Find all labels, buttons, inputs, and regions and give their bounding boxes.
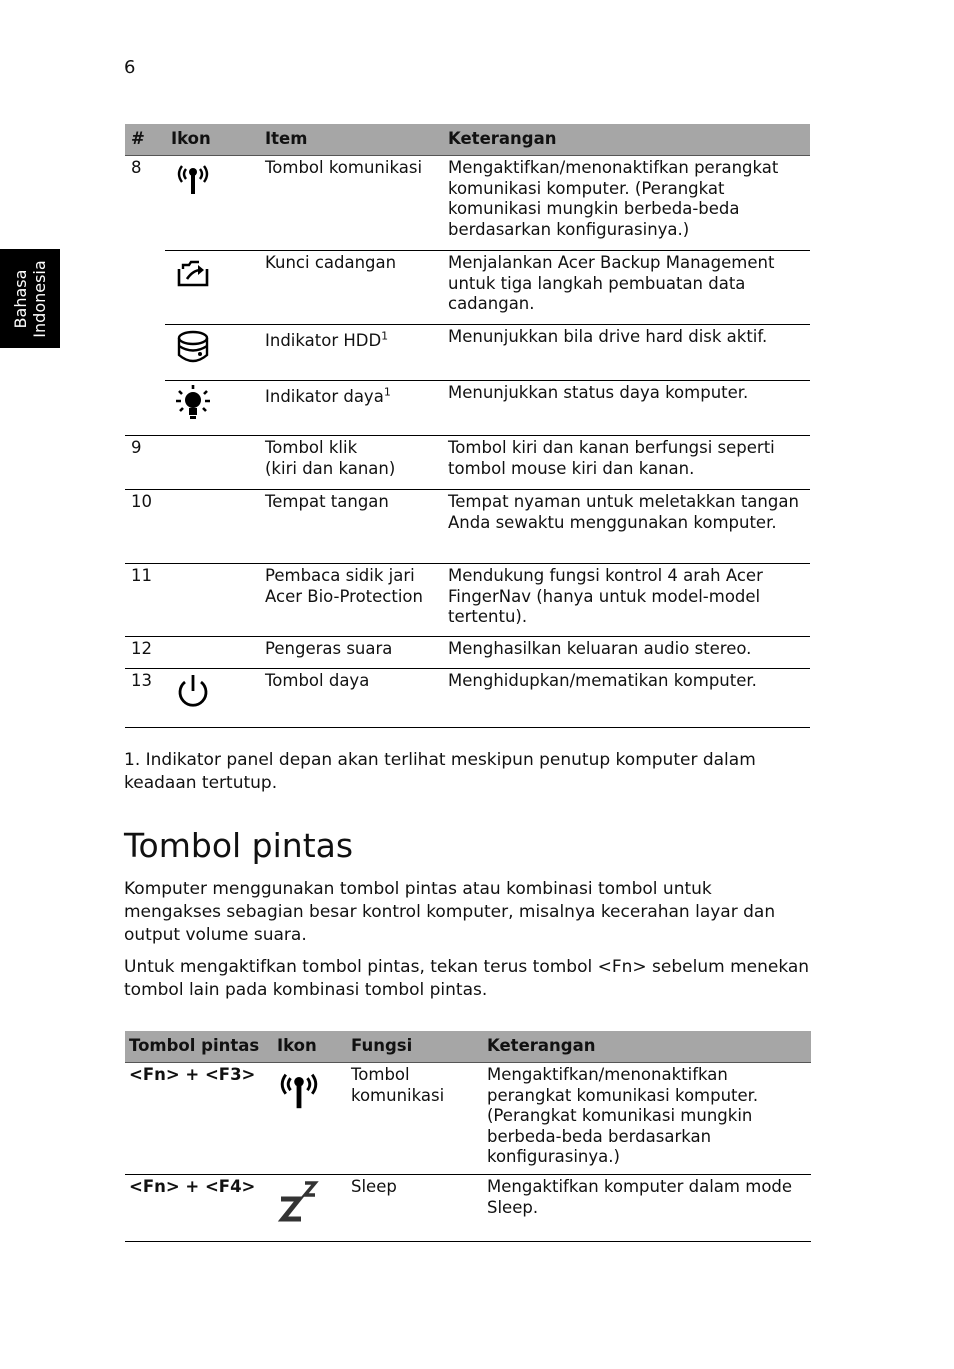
- row-num: 11: [125, 564, 165, 637]
- power-button-icon: [173, 671, 213, 711]
- footnote-ref: 1: [381, 329, 389, 343]
- row-num: 8: [125, 156, 165, 436]
- components-table: [125, 124, 810, 728]
- row-item: Tombol daya: [259, 669, 442, 728]
- row-desc: Mengaktifkan/menonaktifkan perangkat komunikasi komputer. (Perangkat komunikasi mungkin berbeda-beda berdasarkan konfigurasinya.): [481, 1063, 811, 1175]
- hotkey: <Fn> + <F4>: [125, 1175, 271, 1242]
- wireless-icon: [173, 158, 213, 198]
- row-icon-cell: [165, 564, 259, 637]
- table-row: [125, 251, 810, 325]
- row-icon-cell: [165, 637, 259, 669]
- table-row: [125, 325, 810, 381]
- row-num: 13: [125, 669, 165, 728]
- row-num: 12: [125, 637, 165, 669]
- row-icon-cell: [165, 381, 259, 436]
- row-desc: Tempat nyaman untuk meletakkan tangan Anda sewaktu menggunakan komputer.: [442, 490, 810, 564]
- section-title: Tombol pintas: [124, 826, 354, 865]
- row-desc: Mengaktifkan komputer dalam mode Sleep.: [481, 1175, 811, 1242]
- hotkeys-table: [125, 1031, 811, 1242]
- header-desc: Keterangan: [442, 124, 810, 156]
- row-desc: Menjalankan Acer Backup Management untuk tiga langkah pembuatan data cadangan.: [442, 251, 810, 325]
- side-tab-line1: Bahasa: [11, 269, 30, 328]
- table-row: [125, 1175, 811, 1242]
- backup-icon: [173, 253, 213, 293]
- wireless-icon: [273, 1065, 325, 1113]
- page-number: 6: [124, 57, 136, 78]
- header-function: Fungsi: [345, 1031, 481, 1063]
- table-row: [125, 381, 810, 436]
- footnote-ref: 1: [383, 385, 391, 399]
- row-icon-cell: [271, 1063, 345, 1175]
- paragraph-2: Untuk mengaktifkan tombol pintas, tekan terus tombol <Fn> sebelum menekan tombol lain pada kombinasi tombol pintas.: [124, 957, 810, 1000]
- row-icon-cell: [271, 1175, 345, 1242]
- table-row: [125, 1063, 811, 1175]
- hdd-icon: [173, 327, 213, 367]
- row-item: Pembaca sidik jari Acer Bio-Protection: [259, 564, 442, 637]
- header-desc: Keterangan: [481, 1031, 811, 1063]
- row-icon-cell: [165, 490, 259, 564]
- header-icon: Ikon: [165, 124, 259, 156]
- table-row: [125, 436, 810, 490]
- row-item: Indikator daya: [265, 387, 384, 406]
- power-indicator-icon: [173, 383, 213, 423]
- table-header-row: [125, 124, 810, 156]
- row-desc: Menghasilkan keluaran audio stereo.: [442, 637, 810, 669]
- table-row: [125, 637, 810, 669]
- header-num: #: [125, 124, 165, 156]
- table-row: [125, 490, 810, 564]
- row-num: 10: [125, 490, 165, 564]
- function-name: Tombol komunikasi: [345, 1063, 481, 1175]
- language-side-tab: [0, 249, 60, 348]
- row-desc: Menunjukkan status daya komputer.: [442, 381, 810, 436]
- row-item: Tombol klik (kiri dan kanan): [259, 436, 442, 490]
- row-desc: Mengaktifkan/menonaktifkan perangkat komunikasi komputer. (Perangkat komunikasi mungkin berbeda-beda berdasarkan konfigurasinya.): [442, 156, 810, 251]
- row-item: Tempat tangan: [259, 490, 442, 564]
- row-desc: Tombol kiri dan kanan berfungsi seperti tombol mouse kiri dan kanan.: [442, 436, 810, 490]
- row-icon-cell: [165, 436, 259, 490]
- header-hotkey: Tombol pintas: [125, 1031, 271, 1063]
- table-row: [125, 156, 810, 251]
- hotkey: <Fn> + <F3>: [125, 1063, 271, 1175]
- side-tab-line2: Indonesia: [30, 259, 49, 338]
- table-row: [125, 564, 810, 637]
- function-name: Sleep: [345, 1175, 481, 1242]
- row-icon-cell: [165, 669, 259, 728]
- header-icon: Ikon: [271, 1031, 345, 1063]
- row-item: Pengeras suara: [259, 637, 442, 669]
- row-item-cell: [259, 325, 442, 381]
- row-item: Kunci cadangan: [259, 251, 442, 325]
- table-header-row: [125, 1031, 811, 1063]
- row-item: Tombol komunikasi: [259, 156, 442, 251]
- row-desc: Menghidupkan/mematikan komputer.: [442, 669, 810, 728]
- footnote: 1. Indikator panel depan akan terlihat meskipun penutup komputer dalam keadaan tertutup.: [124, 750, 756, 793]
- paragraph-1: Komputer menggunakan tombol pintas atau kombinasi tombol untuk mengakses sebagian besar kontrol komputer, misalnya kecerahan layar dan output volume suara.: [124, 879, 776, 945]
- row-item-cell: [259, 381, 442, 436]
- row-desc: Menunjukkan bila drive hard disk aktif.: [442, 325, 810, 381]
- row-desc: Mendukung fungsi kontrol 4 arah Acer FingerNav (hanya untuk model-model tertentu).: [442, 564, 810, 637]
- table-row: [125, 669, 810, 728]
- row-icon-cell: [165, 325, 259, 381]
- header-item: Item: [259, 124, 442, 156]
- row-num: 9: [125, 436, 165, 490]
- row-icon-cell: [165, 156, 259, 251]
- row-icon-cell: [165, 251, 259, 325]
- sleep-icon: [277, 1177, 321, 1225]
- row-item: Indikator HDD: [265, 331, 382, 350]
